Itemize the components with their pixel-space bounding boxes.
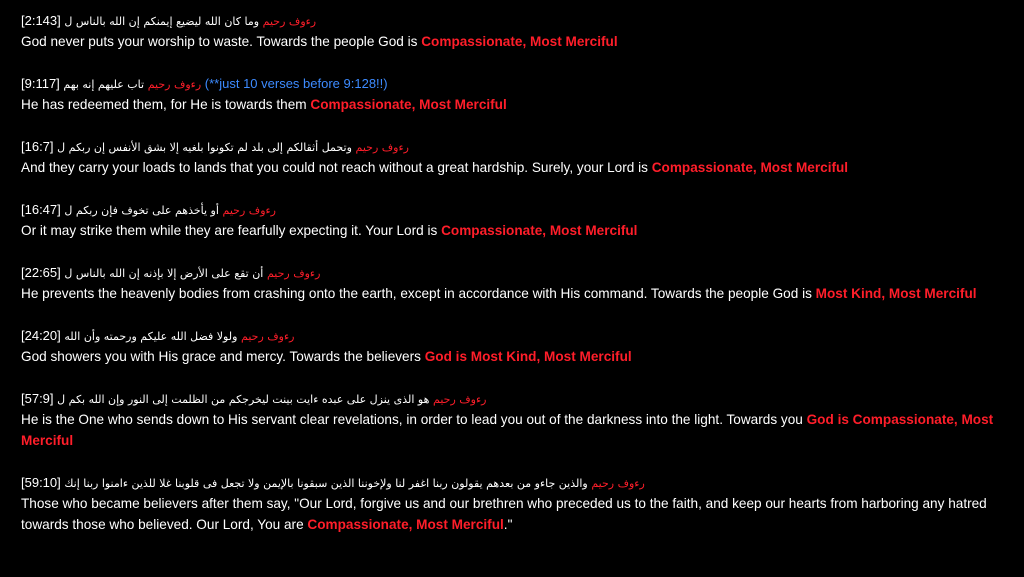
translation-highlight: Compassionate, Most Merciful xyxy=(441,223,638,238)
arabic-highlight: رءوف رحيم xyxy=(241,330,295,343)
verse-reference-line xyxy=(21,73,1016,94)
verse-reference: [16:47] xyxy=(21,202,61,217)
translation-text: God showers you with His grace and mercy. Towards the believers xyxy=(21,349,425,364)
verse-reference-line xyxy=(21,388,1016,409)
verse-reference: [59:10] xyxy=(21,475,61,490)
verse-block xyxy=(21,325,1016,367)
translation-highlight: Compassionate, Most Merciful xyxy=(651,160,849,175)
verse-block xyxy=(21,472,1016,535)
verse-translation xyxy=(21,493,1016,535)
verse-reference: [22:65] xyxy=(21,265,61,280)
translation-highlight: Compassionate, Most Merciful xyxy=(421,34,618,49)
arabic-highlight: رءوف رحيم xyxy=(262,15,317,28)
arabic-highlight: رءوف رحيم xyxy=(266,267,321,280)
verse-block xyxy=(21,10,1016,52)
verse-translation xyxy=(21,283,1016,304)
verse-reference: [57:9] xyxy=(21,391,54,406)
translation-text: Those who became believers after them say, "Our Lord, forgive us and our brethren who preceded us to the faith, and keep our hearts from harboring any hatred towards those who believed. Our Lord, You are xyxy=(21,496,987,532)
translation-text: And they carry your loads to lands that you could not reach without a great hardship. Surely, your Lord is xyxy=(21,160,652,175)
verse-reference-line xyxy=(21,325,1016,346)
translation-highlight: God is Most Kind, Most Merciful xyxy=(424,349,632,364)
verse-block xyxy=(21,388,1016,451)
translation-text: He is the One who sends down to His servant clear revelations, in order to lead you out of the darkness into the light. Towards you xyxy=(21,412,807,427)
verse-translation xyxy=(21,157,1016,178)
translation-highlight: God is Compassionate, Most Merciful xyxy=(21,412,994,448)
arabic-text: هو الذى ينزل على عبده ءايت بينت ليخرجكم من الظلمت إلى النور وإن الله بكم ل xyxy=(57,393,430,406)
arabic-text: وتحمل أثقالكم إلى بلد لم تكونوا بلغيه إلا بشق الأنفس إن ربكم ل xyxy=(57,141,352,154)
arabic-highlight: رءوف رحيم xyxy=(355,141,409,154)
translation-text: Or it may strike them while they are fearfully expecting it. Your Lord is xyxy=(21,223,442,238)
verse-translation xyxy=(21,31,1016,52)
verse-reference-line xyxy=(21,199,1016,220)
arabic-text: ولولا فضل الله عليكم ورحمته وأن الله xyxy=(64,330,238,343)
verse-translation xyxy=(21,220,1016,241)
verse-translation xyxy=(21,409,1016,451)
arabic-highlight: رءوف رحيم xyxy=(433,393,487,406)
translation-text-end: ." xyxy=(503,517,513,532)
arabic-text: وما كان الله ليضيع إيمنكم إن الله بالناس ل xyxy=(64,15,260,28)
verse-block xyxy=(21,136,1016,178)
translation-text: He has redeemed them, for He is towards them xyxy=(21,97,311,112)
arabic-text: أو يأخذهم على تخوف فإن ربكم ل xyxy=(64,204,219,217)
verse-reference: [2:143] xyxy=(21,13,61,28)
verse-note: (**just 10 verses before 9:128!!) xyxy=(204,76,388,91)
arabic-text: والذين جاءو من بعدهم يقولون ربنا اغفر لنا ولإخوننا الذين سبقونا بالإيمن ولا تجعل فى قلوبنا غلا للذين ءامنوا ربنا إنك xyxy=(64,477,588,490)
verse-reference-line xyxy=(21,136,1016,157)
verse-translation xyxy=(21,94,1016,115)
verse-block xyxy=(21,73,1016,115)
translation-text: God never puts your worship to waste. Towards the people God is xyxy=(21,34,422,49)
verse-reference-line xyxy=(21,262,1016,283)
translation-highlight: Compassionate, Most Merciful xyxy=(307,517,504,532)
arabic-text: أن تقع على الأرض إلا بإذنه إن الله بالناس ل xyxy=(64,267,264,280)
verse-reference-line xyxy=(21,10,1016,31)
translation-text: He prevents the heavenly bodies from crashing onto the earth, except in accordance with His command. Towards the people God is xyxy=(21,286,816,301)
verse-translation xyxy=(21,346,1016,367)
verse-reference: [24:20] xyxy=(21,328,61,343)
arabic-highlight: رءوف رحيم xyxy=(591,477,645,490)
translation-highlight: Most Kind, Most Merciful xyxy=(815,286,977,301)
verse-list xyxy=(21,10,1016,556)
verse-reference-line xyxy=(21,472,1016,493)
verse-reference: [16:7] xyxy=(21,139,54,154)
arabic-text: تاب عليهم إنه بهم xyxy=(63,78,145,91)
arabic-highlight: رءوف رحيم xyxy=(147,78,202,91)
translation-highlight: Compassionate, Most Merciful xyxy=(310,97,507,112)
verse-reference: [9:117] xyxy=(21,76,60,91)
arabic-highlight: رءوف رحيم xyxy=(222,204,276,217)
verse-block xyxy=(21,199,1016,241)
verse-block xyxy=(21,262,1016,304)
